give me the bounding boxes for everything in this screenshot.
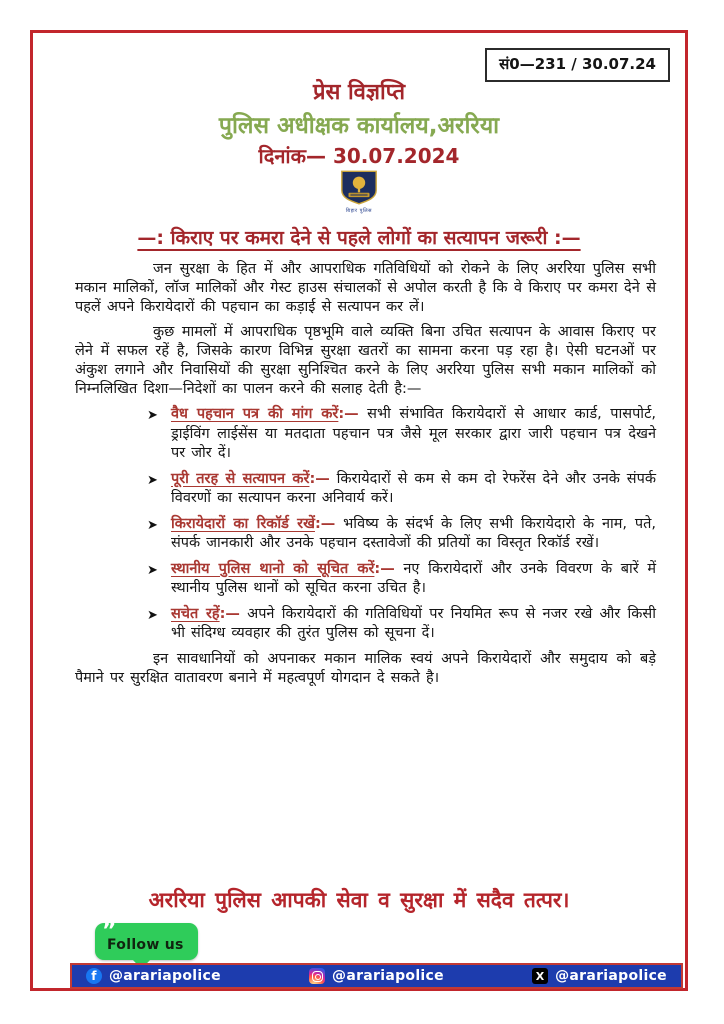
reference-number-box (485, 48, 670, 82)
social-handle-text: @arariapolice (109, 968, 221, 984)
guideline-lead: किरायेदारों का रिकॉर्ड रखें (171, 515, 315, 532)
date-heading (33, 144, 685, 169)
guideline-separator: :— (314, 515, 336, 532)
tagline: अररिया पुलिस आपकी सेवा व सुरक्षा में सदैव तत्पर। (148, 888, 570, 912)
guideline-item (147, 560, 656, 599)
guideline-separator: :— (309, 470, 330, 487)
social-handle-text: @arariapolice (555, 968, 667, 984)
document-body (75, 260, 656, 694)
paragraphs (75, 260, 656, 399)
arrow-bullet-icon: ➤ (147, 562, 158, 578)
social-media-bar (70, 963, 683, 989)
subject-title: —: किराए पर कमरा देने से पहले लोगों का सत्यापन जरूरी :— (137, 227, 581, 249)
press-release-page (30, 30, 688, 991)
guideline-item (147, 405, 656, 464)
bihar-police-emblem (33, 170, 685, 214)
social-handle-text: @arariapolice (332, 968, 444, 984)
social-handle-x-twitter[interactable] (532, 968, 667, 984)
guideline-text: भविष्य के संदर्भ के लिए सभी किरायेदारो के नाम, पते, संपर्क जानकारी और उनके पहचान दस्तावेजों की प्रतियों का विस्तृत रिकॉर्ड रखें। (171, 515, 656, 551)
body-paragraph: कुछ मामलों में आपराधिक पृष्ठभूमि वाले व्यक्ति बिना उचित सत्यापन के आवास किराए पर लेने में सफल रहें है, जिसके कारण विभिन्न सुरक्षा खतरों का सामना करना पड़ रहा है। ऐसी घटनओं पर अंकुश लगाने और निवासियों की सुरक्षा सुनिश्चित करने के लिए अररिया पुलिस सभी मकान मालिकों को निम्नलिखित दिशा—निदेशों का पालन करने की सलाह देती है:— (75, 324, 656, 397)
police-shield-icon (338, 170, 380, 207)
date-value: 30.07.2024 (332, 144, 460, 169)
guideline-item (147, 470, 656, 509)
follow-us-label: Follow us (107, 937, 184, 953)
guideline-lead: पूरी तरह से सत्यापन करें (171, 470, 310, 487)
instagram-icon (309, 968, 325, 984)
guideline-lead: वैध पहचान पत्र की मांग करें (171, 406, 339, 422)
guideline-lead: सचेत रहें (171, 605, 220, 622)
closing-paragraph: इन सावधानियों को अपनाकर मकान मालिक स्वयं अपने किरायेदारों और समुदाय को बड़े पैमाने पर सुरक्षित वातावरण बनाने में महत्वपूर्ण योगदान दे सकते है। (75, 650, 656, 686)
guideline-item (147, 515, 656, 554)
arrow-bullet-icon: ➤ (147, 607, 158, 623)
guideline-text: सभी संभावित किरायेदारों से आधार कार्ड, पासपोर्ट, ड्राईविंग लाईसेंस या मतदाता पहचान पत्र जैसे मूल सरकार द्वारा जारी पहचान पत्र देखने पर जोर दें। (171, 406, 656, 461)
follow-us-badge[interactable] (95, 919, 198, 960)
arrow-bullet-icon: ➤ (147, 517, 158, 533)
guideline-text: नए किरायेदारों और उनके विवरण के बारें में स्थानीय पुलिस थानों को सूचित करना उचित है। (171, 560, 657, 596)
social-handle-instagram[interactable] (309, 968, 444, 984)
arrow-bullet-icon: ➤ (147, 408, 158, 423)
guideline-text: किरायेदारों से कम से कम दो रेफरेंस देने और उनके संपर्क विवरणों का सत्यापन करना अनिवार्य करें। (171, 470, 656, 506)
social-handle-facebook[interactable] (86, 968, 221, 984)
quote-icon: ” (102, 919, 117, 944)
guideline-item (147, 605, 656, 644)
guideline-separator: :— (374, 560, 395, 577)
date-label: दिनांक— (258, 144, 326, 169)
doc-type-heading: प्रेस विज्ञप्ति (312, 80, 406, 105)
document-header (33, 79, 685, 169)
office-heading: पुलिस अधीक्षक कार्यालय,अररिया (218, 112, 500, 139)
guideline-separator: :— (338, 406, 359, 422)
guideline-lead: स्थानीय पुलिस थानो को सूचित करें (171, 560, 375, 577)
body-paragraph: जन सुरक्षा के हित में और आपराधिक गतिविधियों को रोकने के लिए अररिया पुलिस सभी मकान मालिकों, लॉज मालिकों और गेस्ट हाउस संचालकों से अपोल करती है कि वे किराए पर कमरा देने से पहलें अपने किरायेदारों की पहचान का कड़ाई से सत्यापन कर लें। (75, 261, 656, 315)
arrow-bullet-icon: ➤ (147, 472, 158, 488)
guideline-separator: :— (219, 605, 240, 622)
facebook-icon: f (86, 968, 102, 984)
reference-number: सं0—231 / 30.07.24 (499, 55, 656, 73)
x-twitter-icon: X (532, 968, 548, 984)
guideline-text: अपने किरायेदारों की गतिविधियों पर नियमित रूप से नजर रखे और किसी भी संदिग्ध व्यवहार की तुरंत पुलिस को सूचना दें। (171, 605, 656, 641)
guidelines-list (147, 405, 656, 644)
emblem-caption: बिहार पुलिस (345, 208, 373, 214)
